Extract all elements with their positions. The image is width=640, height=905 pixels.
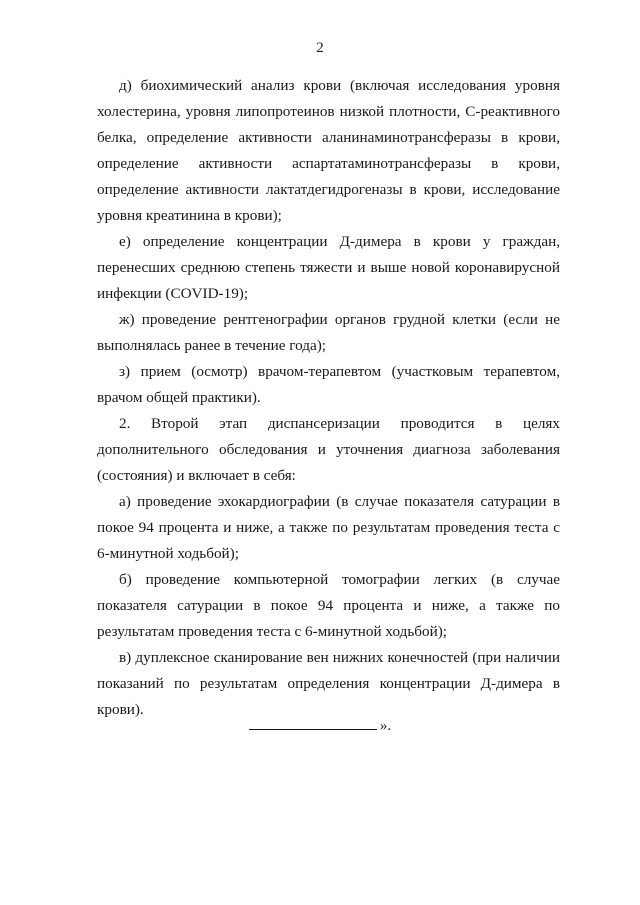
paragraph-2-second-stage: 2. Второй этап диспансеризации проводится в целях дополнительного обследования и уточнения диагноза заболевания (состояния) и включает в себя: [97,415,560,484]
closing-quote-mark: ». [379,718,392,734]
paragraph-z-therapist-exam: з) прием (осмотр) врачом-терапевтом (участковым терапевтом, врачом общей практики). [97,363,560,406]
paragraph-zh-radiography: ж) проведение рентгенографии органов грудной клетки (если не выполнялась ранее в течение года); [97,311,560,354]
page-number: 2 [316,40,324,56]
paragraph-d-biochemistry: д) биохимический анализ крови (включая исследования уровня холестерина, уровня липопротеинов низкой плотности, С-реактивного белка, определение активности аланинаминотрансферазы в крови, определение активности аспартатаминотрансферазы в крови, определение активности лактатдегидрогеназы в крови, исследование уровня креатинина в крови); [97,77,560,224]
paragraph-e-d-dimer: е) определение концентрации Д-димера в крови у граждан, перенесших среднюю степень тяжести и выше новой коронавирусной инфекции (COVID-19); [97,233,560,302]
paragraph-v-duplex-scan: в) дуплексное сканирование вен нижних конечностей (при наличии показаний по результатам определения концентрации Д-димера в крови). [97,649,560,718]
document-body [97,73,560,723]
paragraph-b-ct-lungs: б) проведение компьютерной томографии легких (в случае показателя сатурации в покое 94 процента и ниже, а также по результатам проведения теста с 6-минутной ходьбой); [97,571,560,640]
closing-rule [249,715,377,730]
paragraph-a-echocardiography: а) проведение эхокардиографии (в случае показателя сатурации в покое 94 процента и ниже, а также по результатам проведения теста с 6-минутной ходьбой); [97,493,560,562]
closing-line [0,713,640,739]
